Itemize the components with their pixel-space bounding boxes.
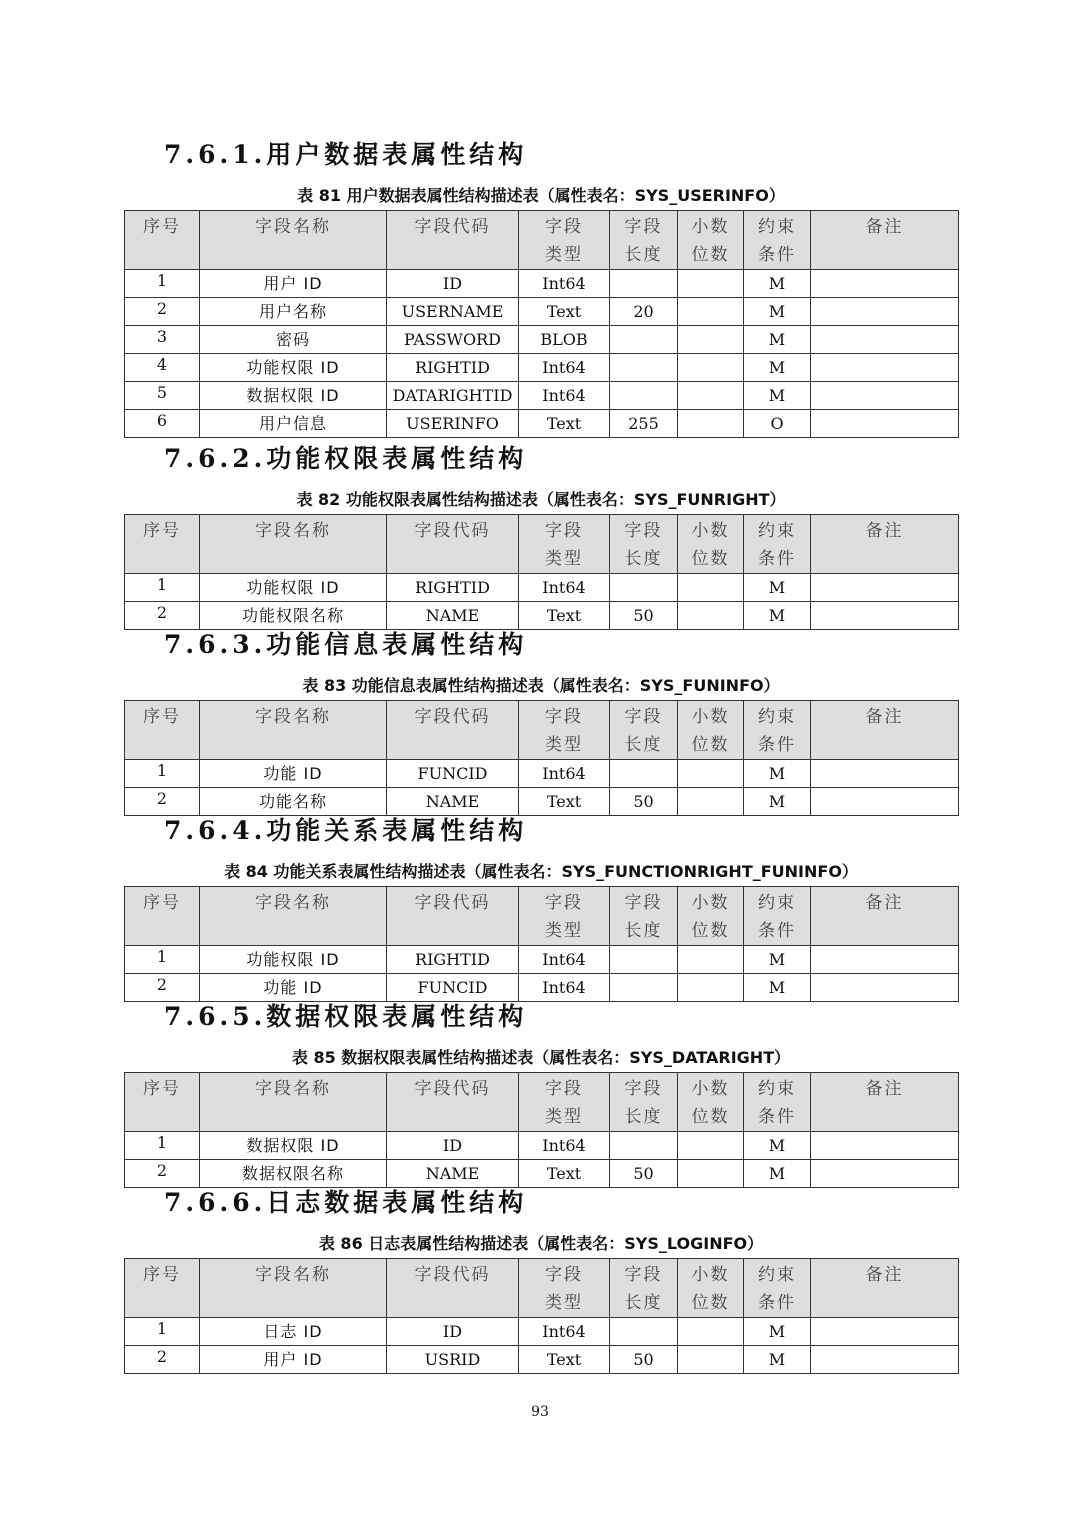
column-header: 序号 [125, 1259, 200, 1318]
table-cell: Int64 [519, 1132, 610, 1160]
table-cell: 1 [125, 946, 200, 974]
table-cell: 功能 ID [200, 760, 387, 788]
table-cell: M [744, 788, 811, 816]
table-caption: 表 84 功能关系表属性结构描述表（属性表名：SYS_FUNCTIONRIGHT_FUNINFO） [224, 862, 858, 881]
column-header: 字段 长度 [610, 515, 678, 574]
table-cell: 1 [125, 760, 200, 788]
table-row [125, 270, 959, 298]
column-header: 字段 类型 [519, 1073, 610, 1132]
table-cell [678, 382, 744, 410]
table-cell [678, 974, 744, 1002]
column-header: 字段 长度 [610, 211, 678, 270]
column-header: 字段 长度 [610, 1073, 678, 1132]
table-cell [610, 354, 678, 382]
table-cell: 50 [610, 602, 678, 630]
column-header: 字段代码 [387, 211, 519, 270]
table-cell [811, 382, 959, 410]
table-cell: 用户 ID [200, 270, 387, 298]
table-cell [811, 946, 959, 974]
table-cell: Int64 [519, 760, 610, 788]
table-cell: 50 [610, 788, 678, 816]
table-cell: Int64 [519, 382, 610, 410]
table-cell: M [744, 298, 811, 326]
section-heading: 7.6.2.功能权限表属性结构 [164, 444, 528, 473]
column-header: 备注 [811, 1073, 959, 1132]
table-row [125, 410, 959, 438]
table-cell [678, 946, 744, 974]
column-header: 小数 位数 [678, 1073, 744, 1132]
column-header: 字段代码 [387, 701, 519, 760]
table-cell: 2 [125, 1346, 200, 1374]
table-cell: 功能权限 ID [200, 574, 387, 602]
column-header: 备注 [811, 211, 959, 270]
column-header: 约束 条件 [744, 1073, 811, 1132]
table-cell: 功能权限名称 [200, 602, 387, 630]
table-cell [811, 326, 959, 354]
table-row [125, 1318, 959, 1346]
table-cell [678, 410, 744, 438]
table-cell: M [744, 602, 811, 630]
table-cell: M [744, 760, 811, 788]
column-header: 约束 条件 [744, 701, 811, 760]
table-header-row [125, 1259, 959, 1318]
column-header: 字段名称 [200, 1259, 387, 1318]
table-cell [811, 1160, 959, 1188]
table-cell: M [744, 270, 811, 298]
table-cell [610, 760, 678, 788]
table-cell: 1 [125, 270, 200, 298]
table-cell [678, 1318, 744, 1346]
table-caption: 表 83 功能信息表属性结构描述表（属性表名：SYS_FUNINFO） [302, 676, 780, 695]
table-cell: Int64 [519, 974, 610, 1002]
table-cell: 50 [610, 1160, 678, 1188]
table-cell: Text [519, 1160, 610, 1188]
table-cell: NAME [387, 1160, 519, 1188]
table-cell: FUNCID [387, 974, 519, 1002]
table-cell: Int64 [519, 270, 610, 298]
table-cell: 2 [125, 1160, 200, 1188]
table-cell: Int64 [519, 354, 610, 382]
table-cell: M [744, 326, 811, 354]
table-row [125, 574, 959, 602]
table-cell: 50 [610, 1346, 678, 1374]
column-header: 字段 类型 [519, 211, 610, 270]
section-heading: 7.6.6.日志数据表属性结构 [164, 1188, 528, 1217]
column-header: 约束 条件 [744, 1259, 811, 1318]
column-header: 序号 [125, 887, 200, 946]
field-spec-table [124, 210, 959, 438]
column-header: 字段 长度 [610, 1259, 678, 1318]
table-cell [610, 382, 678, 410]
table-cell: Text [519, 602, 610, 630]
table-cell: M [744, 946, 811, 974]
table-cell: Text [519, 298, 610, 326]
column-header: 字段 类型 [519, 515, 610, 574]
table-cell [811, 760, 959, 788]
table-cell: 3 [125, 326, 200, 354]
table-cell: 2 [125, 974, 200, 1002]
table-header-row [125, 515, 959, 574]
table-cell [811, 974, 959, 1002]
field-spec-table [124, 1258, 959, 1374]
table-cell [610, 326, 678, 354]
table-cell: ID [387, 1132, 519, 1160]
field-spec-table [124, 1072, 959, 1188]
table-cell: 2 [125, 298, 200, 326]
table-cell: M [744, 1346, 811, 1374]
section-heading: 7.6.1.用户数据表属性结构 [164, 140, 528, 169]
table-cell: ID [387, 1318, 519, 1346]
table-cell: O [744, 410, 811, 438]
column-header: 小数 位数 [678, 211, 744, 270]
column-header: 字段 长度 [610, 887, 678, 946]
table-row [125, 1132, 959, 1160]
table-cell: 用户 ID [200, 1346, 387, 1374]
table-cell: M [744, 974, 811, 1002]
table-cell: DATARIGHTID [387, 382, 519, 410]
page-number: 93 [531, 1404, 549, 1420]
table-cell [678, 788, 744, 816]
table-cell: 数据权限 ID [200, 1132, 387, 1160]
table-cell: 6 [125, 410, 200, 438]
table-cell: M [744, 382, 811, 410]
table-row [125, 1160, 959, 1188]
table-cell [678, 1346, 744, 1374]
table-cell: Text [519, 410, 610, 438]
column-header: 序号 [125, 515, 200, 574]
table-cell: M [744, 574, 811, 602]
column-header: 序号 [125, 1073, 200, 1132]
table-cell: 密码 [200, 326, 387, 354]
table-cell: Text [519, 788, 610, 816]
column-header: 备注 [811, 701, 959, 760]
table-cell: Text [519, 1346, 610, 1374]
table-row [125, 1346, 959, 1374]
table-cell: 功能权限 ID [200, 946, 387, 974]
table-cell: Int64 [519, 1318, 610, 1346]
column-header: 字段代码 [387, 1259, 519, 1318]
column-header: 字段代码 [387, 887, 519, 946]
column-header: 序号 [125, 701, 200, 760]
table-cell [811, 298, 959, 326]
table-cell: BLOB [519, 326, 610, 354]
column-header: 字段名称 [200, 515, 387, 574]
table-cell: RIGHTID [387, 574, 519, 602]
table-caption: 表 81 用户数据表属性结构描述表（属性表名：SYS_USERINFO） [297, 186, 785, 205]
table-cell: 2 [125, 788, 200, 816]
column-header: 字段代码 [387, 1073, 519, 1132]
table-cell: 1 [125, 1318, 200, 1346]
table-cell: 1 [125, 574, 200, 602]
column-header: 字段名称 [200, 887, 387, 946]
table-cell: FUNCID [387, 760, 519, 788]
field-spec-table [124, 886, 959, 1002]
table-cell: 数据权限名称 [200, 1160, 387, 1188]
table-cell [678, 602, 744, 630]
table-row [125, 354, 959, 382]
column-header: 备注 [811, 887, 959, 946]
table-header-row [125, 211, 959, 270]
table-cell: 1 [125, 1132, 200, 1160]
table-cell [610, 946, 678, 974]
table-row [125, 298, 959, 326]
table-cell: 20 [610, 298, 678, 326]
table-header-row [125, 887, 959, 946]
table-row [125, 326, 959, 354]
table-row [125, 974, 959, 1002]
table-cell: USRID [387, 1346, 519, 1374]
column-header: 约束 条件 [744, 887, 811, 946]
column-header: 备注 [811, 515, 959, 574]
column-header: 字段代码 [387, 515, 519, 574]
column-header: 小数 位数 [678, 515, 744, 574]
table-cell: 用户名称 [200, 298, 387, 326]
table-cell [678, 298, 744, 326]
table-header-row [125, 701, 959, 760]
table-row [125, 760, 959, 788]
table-cell [678, 270, 744, 298]
column-header: 约束 条件 [744, 515, 811, 574]
table-cell: M [744, 1318, 811, 1346]
table-caption: 表 82 功能权限表属性结构描述表（属性表名：SYS_FUNRIGHT） [296, 490, 786, 509]
table-row [125, 602, 959, 630]
table-cell: PASSWORD [387, 326, 519, 354]
table-cell: 2 [125, 602, 200, 630]
table-row [125, 788, 959, 816]
table-cell: M [744, 354, 811, 382]
section-heading: 7.6.5.数据权限表属性结构 [164, 1002, 528, 1031]
table-cell: RIGHTID [387, 946, 519, 974]
table-cell [811, 574, 959, 602]
table-cell [610, 1318, 678, 1346]
column-header: 小数 位数 [678, 1259, 744, 1318]
table-cell [678, 574, 744, 602]
table-cell: 255 [610, 410, 678, 438]
table-cell [811, 270, 959, 298]
section-heading: 7.6.4.功能关系表属性结构 [164, 816, 528, 845]
column-header: 字段 类型 [519, 1259, 610, 1318]
table-cell: 用户信息 [200, 410, 387, 438]
table-cell [678, 1160, 744, 1188]
table-cell: USERNAME [387, 298, 519, 326]
table-cell: M [744, 1160, 811, 1188]
column-header: 字段 类型 [519, 701, 610, 760]
table-cell [811, 1318, 959, 1346]
table-cell [811, 602, 959, 630]
table-cell [678, 760, 744, 788]
table-cell: ID [387, 270, 519, 298]
column-header: 备注 [811, 1259, 959, 1318]
table-cell [811, 788, 959, 816]
table-cell: NAME [387, 602, 519, 630]
table-cell: M [744, 1132, 811, 1160]
table-cell: 日志 ID [200, 1318, 387, 1346]
table-cell: NAME [387, 788, 519, 816]
field-spec-table [124, 514, 959, 630]
table-cell [811, 354, 959, 382]
table-row [125, 382, 959, 410]
table-header-row [125, 1073, 959, 1132]
table-cell: 4 [125, 354, 200, 382]
column-header: 字段名称 [200, 1073, 387, 1132]
table-cell: 功能名称 [200, 788, 387, 816]
table-cell: USERINFO [387, 410, 519, 438]
table-row [125, 946, 959, 974]
table-cell [811, 1346, 959, 1374]
column-header: 字段 类型 [519, 887, 610, 946]
column-header: 小数 位数 [678, 701, 744, 760]
table-cell: Int64 [519, 574, 610, 602]
section-heading: 7.6.3.功能信息表属性结构 [164, 630, 528, 659]
table-cell [610, 974, 678, 1002]
table-cell [610, 574, 678, 602]
table-cell [811, 1132, 959, 1160]
table-cell: RIGHTID [387, 354, 519, 382]
column-header: 小数 位数 [678, 887, 744, 946]
column-header: 约束 条件 [744, 211, 811, 270]
table-cell: 功能权限 ID [200, 354, 387, 382]
table-cell: 功能 ID [200, 974, 387, 1002]
field-spec-table [124, 700, 959, 816]
table-cell [678, 354, 744, 382]
table-cell [811, 410, 959, 438]
column-header: 序号 [125, 211, 200, 270]
table-cell: Int64 [519, 946, 610, 974]
table-caption: 表 86 日志表属性结构描述表（属性表名：SYS_LOGINFO） [318, 1234, 764, 1253]
table-cell: 5 [125, 382, 200, 410]
table-cell [610, 270, 678, 298]
column-header: 字段名称 [200, 211, 387, 270]
table-caption: 表 85 数据权限表属性结构描述表（属性表名：SYS_DATARIGHT） [291, 1048, 791, 1067]
table-cell: 数据权限 ID [200, 382, 387, 410]
table-cell [610, 1132, 678, 1160]
table-cell [678, 326, 744, 354]
column-header: 字段 长度 [610, 701, 678, 760]
table-cell [678, 1132, 744, 1160]
column-header: 字段名称 [200, 701, 387, 760]
